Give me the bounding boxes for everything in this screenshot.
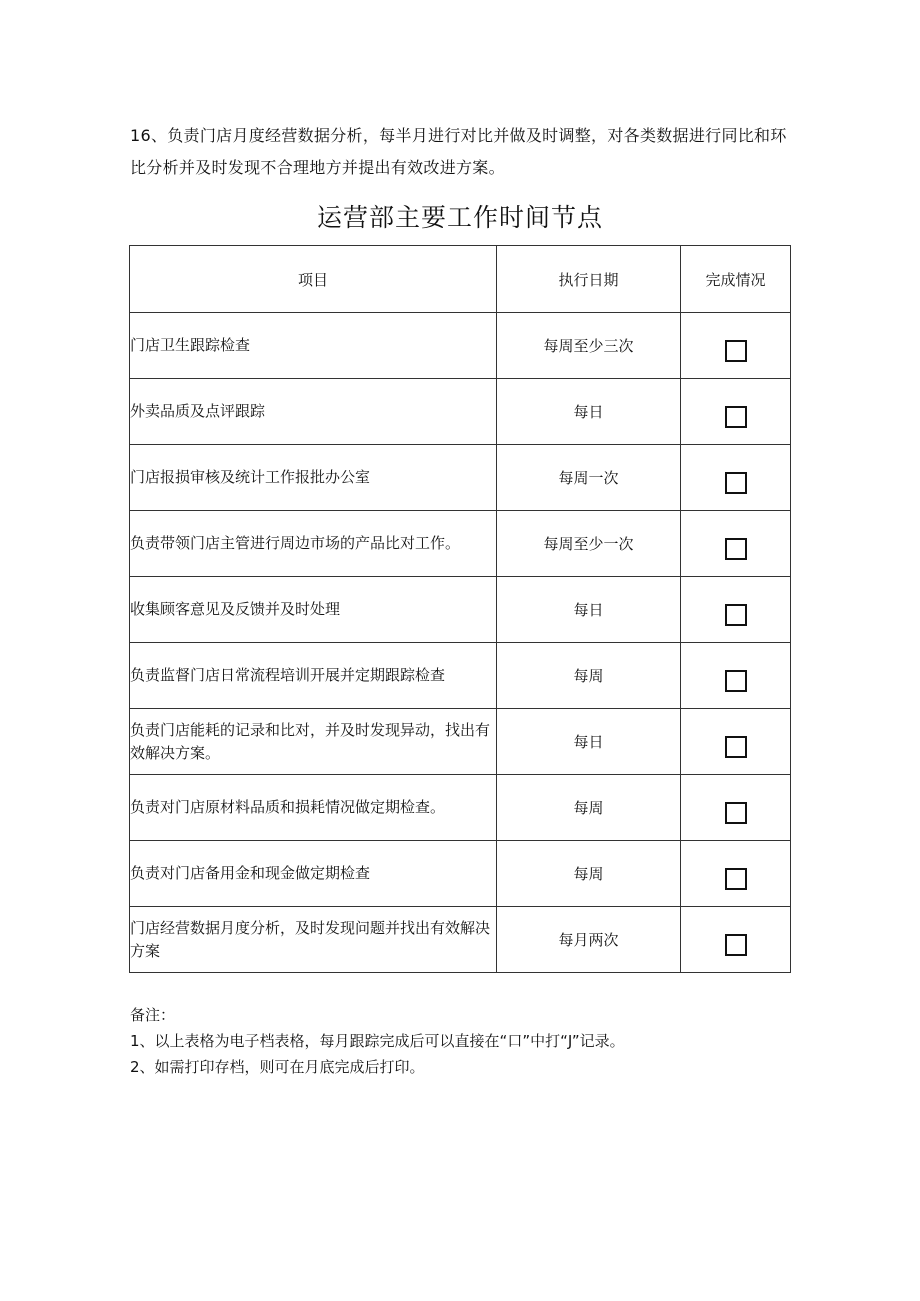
table-row xyxy=(130,907,791,973)
item-cell: 负责门店能耗的记录和比对，并及时发现异动，找出有效解决方案。 xyxy=(130,709,497,775)
table-row xyxy=(130,775,791,841)
completion-checkbox[interactable] xyxy=(725,538,747,560)
frequency-cell: 每周 xyxy=(497,841,681,907)
table-row xyxy=(130,643,791,709)
table-row xyxy=(130,511,791,577)
completion-checkbox[interactable] xyxy=(725,868,747,890)
notes-section xyxy=(130,1002,810,1080)
intro-paragraph: 16、负责门店月度经营数据分析，每半月进行对比并做及时调整，对各类数据进行同比和环比分析并及时发现不合理地方并提出有效改进方案。 xyxy=(130,126,787,177)
completion-cell xyxy=(681,379,791,445)
completion-cell xyxy=(681,577,791,643)
table-title: 运营部主要工作时间节点 xyxy=(316,203,603,232)
completion-cell xyxy=(681,643,791,709)
header-item: 项目 xyxy=(130,246,497,313)
frequency-cell: 每日 xyxy=(497,577,681,643)
note-line: 1、以上表格为电子档表格，每月跟踪完成后可以直接在“口”中打“J”记录。 xyxy=(130,1032,625,1050)
table-header-row xyxy=(130,246,791,313)
completion-checkbox[interactable] xyxy=(725,340,747,362)
table-row xyxy=(130,379,791,445)
item-cell: 外卖品质及点评跟踪 xyxy=(130,379,497,445)
completion-checkbox[interactable] xyxy=(725,406,747,428)
completion-cell xyxy=(681,445,791,511)
item-cell: 负责对门店备用金和现金做定期检查 xyxy=(130,841,497,907)
frequency-cell: 每日 xyxy=(497,379,681,445)
completion-checkbox[interactable] xyxy=(725,736,747,758)
header-completion-status: 完成情况 xyxy=(681,246,791,313)
table-row xyxy=(130,313,791,379)
schedule-table xyxy=(129,245,791,973)
item-cell: 门店卫生跟踪检查 xyxy=(130,313,497,379)
completion-cell xyxy=(681,313,791,379)
table-row xyxy=(130,841,791,907)
item-cell: 门店报损审核及统计工作报批办公室 xyxy=(130,445,497,511)
frequency-cell: 每月两次 xyxy=(497,907,681,973)
frequency-cell: 每周一次 xyxy=(497,445,681,511)
frequency-cell: 每周至少三次 xyxy=(497,313,681,379)
completion-cell xyxy=(681,775,791,841)
completion-cell xyxy=(681,709,791,775)
frequency-cell: 每日 xyxy=(497,709,681,775)
header-execution-date: 执行日期 xyxy=(497,246,681,313)
item-cell: 收集顾客意见及反馈并及时处理 xyxy=(130,577,497,643)
table-row xyxy=(130,445,791,511)
completion-checkbox[interactable] xyxy=(725,472,747,494)
completion-cell xyxy=(681,907,791,973)
completion-checkbox[interactable] xyxy=(725,934,747,956)
completion-checkbox[interactable] xyxy=(725,802,747,824)
item-cell: 负责监督门店日常流程培训开展并定期跟踪检查 xyxy=(130,643,497,709)
note-line: 2、如需打印存档，则可在月底完成后打印。 xyxy=(130,1058,425,1076)
notes-heading: 备注： xyxy=(130,1006,176,1024)
completion-cell xyxy=(681,511,791,577)
frequency-cell: 每周 xyxy=(497,775,681,841)
completion-cell xyxy=(681,841,791,907)
item-cell: 门店经营数据月度分析，及时发现问题并找出有效解决方案 xyxy=(130,907,497,973)
frequency-cell: 每周至少一次 xyxy=(497,511,681,577)
item-cell: 负责带领门店主管进行周边市场的产品比对工作。 xyxy=(130,511,497,577)
completion-checkbox[interactable] xyxy=(725,670,747,692)
table-row xyxy=(130,577,791,643)
frequency-cell: 每周 xyxy=(497,643,681,709)
item-cell: 负责对门店原材料品质和损耗情况做定期检查。 xyxy=(130,775,497,841)
table-row xyxy=(130,709,791,775)
completion-checkbox[interactable] xyxy=(725,604,747,626)
